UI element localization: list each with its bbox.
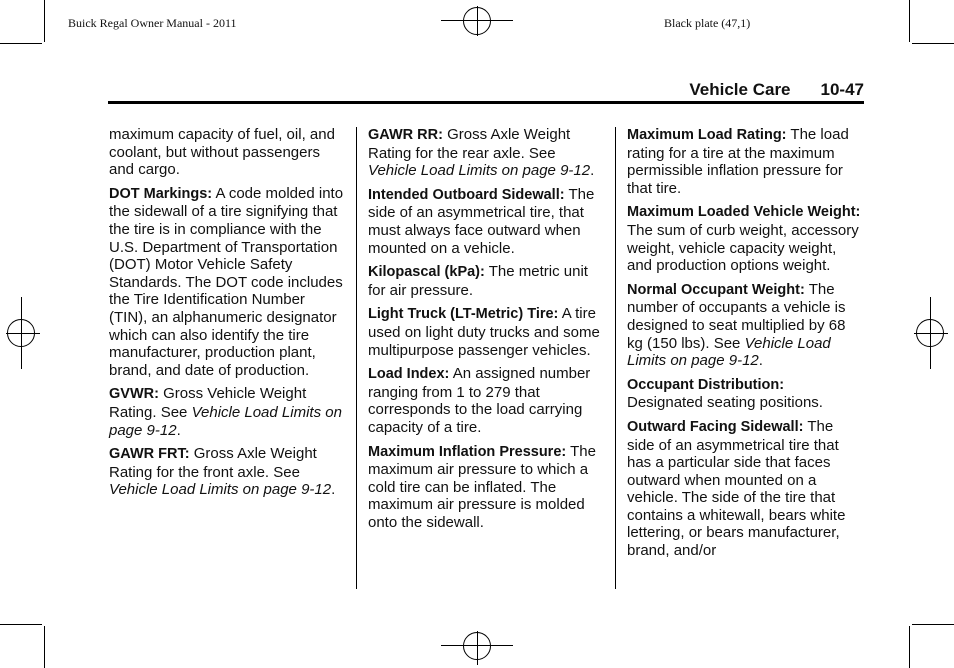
- crop-mark: [44, 0, 45, 42]
- crop-mark: [909, 626, 910, 668]
- crop-mark: [912, 624, 954, 625]
- page-number: 10-47: [820, 80, 864, 99]
- glossary-term: Maximum Inflation Pressure:: [368, 443, 567, 460]
- glossary-entry: [627, 376, 863, 412]
- glossary-term: Kilopascal (kPa):: [368, 264, 485, 281]
- glossary-entry: [627, 203, 863, 274]
- cross-reference: Vehicle Load Limits on page 9-12: [368, 162, 591, 180]
- glossary-definition: Gross Axle Weight Rating for the front axle. See: [109, 445, 317, 481]
- glossary-entry: [368, 126, 604, 180]
- registration-circle-left: [7, 319, 35, 347]
- glossary-definition: A code molded into the sidewall of a tire signifying that the tire is in compliance with the U.S. Department of Transportation (DOT) Motor Vehicle Safety Standards. The DOT code includes the Tire Identification Number (TIN), an alphanumeric designator which can also identify the tire manufacturer, production plant, brand, and date of production.: [109, 184, 344, 379]
- glossary-term: Load Index:: [368, 366, 450, 383]
- column-3: [627, 126, 863, 566]
- glossary-entry: [627, 281, 863, 370]
- glossary-term: Intended Outboard Sidewall:: [368, 186, 565, 203]
- cross-reference: Vehicle Load Limits on page 9-12: [627, 334, 831, 370]
- glossary-definition: The side of an asymmetrical tire, that must always face outward when mounted on a vehicle.: [368, 185, 595, 257]
- glossary-term: Maximum Load Rating:: [627, 127, 787, 143]
- header-rule: [108, 101, 864, 104]
- glossary-term: Maximum Loaded Vehicle Weight:: [627, 204, 861, 221]
- cross-reference: Vehicle Load Limits on page 9-12: [109, 403, 342, 439]
- glossary-definition: The maximum air pressure to which a cold tire can be inflated. The maximum air pressure is molded onto the sidewall.: [368, 442, 596, 531]
- glossary-definition: An assigned number ranging from 1 to 279 that corresponds to the load carrying capacity of a tire.: [368, 365, 591, 436]
- glossary-entry: [109, 445, 345, 499]
- cross-reference: Vehicle Load Limits on page 9-12: [109, 481, 332, 499]
- slug-left: Buick Regal Owner Manual - 2011: [68, 16, 237, 30]
- glossary-term: Occupant Distribution:: [627, 376, 785, 393]
- glossary-definition: Designated seating positions.: [627, 394, 823, 412]
- glossary-term: GAWR FRT:: [109, 446, 190, 463]
- crop-mark: [0, 43, 42, 44]
- column-2: [368, 126, 604, 537]
- glossary-definition: maximum capacity of fuel, oil, and coolant, but without passengers and cargo.: [109, 126, 335, 179]
- glossary-entry: [368, 305, 604, 359]
- glossary-term: GVWR:: [109, 386, 159, 403]
- definition-end: .: [176, 421, 181, 439]
- registration-circle-right: [916, 319, 944, 347]
- crop-mark: [912, 43, 954, 44]
- glossary-definition: The sum of curb weight, accessory weight, vehicle capacity weight, and production options weight.: [627, 221, 859, 275]
- slug-right: Black plate (47,1): [664, 16, 751, 30]
- glossary-term: Outward Facing Sidewall:: [627, 418, 804, 435]
- glossary-definition: A tire used on light duty trucks and some multipurpose passenger vehicles.: [368, 305, 600, 359]
- definition-end: .: [590, 162, 595, 180]
- glossary-entry: [627, 126, 863, 197]
- column-divider: [356, 127, 357, 589]
- column-divider: [615, 127, 616, 589]
- registration-circle-top: [463, 7, 491, 35]
- glossary-entry: [109, 185, 345, 380]
- glossary-term: Normal Occupant Weight:: [627, 281, 805, 298]
- glossary-entry: [109, 385, 345, 439]
- glossary-term: GAWR RR:: [368, 127, 443, 143]
- column-1: [109, 126, 345, 505]
- glossary-entry: [368, 443, 604, 532]
- glossary-definition: The load rating for a tire at the maximum permissible inflation pressure for that tire.: [627, 126, 849, 197]
- glossary-term: Light Truck (LT-Metric) Tire:: [368, 306, 559, 323]
- definition-end: .: [758, 352, 763, 370]
- section-title: Vehicle Care: [689, 80, 791, 99]
- glossary-entry: [368, 365, 604, 436]
- glossary-definition: The side of an asymmetrical tire that has a particular side that faces outward when mounted on a vehicle. The side of the tire that contains a whitewall, bears white lettering, or bears manufacturer, brand, and/or: [627, 417, 846, 560]
- registration-circle-bottom: [463, 632, 491, 660]
- glossary-entry: [627, 418, 863, 560]
- glossary-entry: [368, 263, 604, 299]
- glossary-entry: [368, 186, 604, 257]
- crop-mark: [0, 624, 42, 625]
- glossary-definition: The metric unit for air pressure.: [368, 263, 588, 299]
- glossary-definition: Gross Vehicle Weight Rating. See: [109, 385, 307, 421]
- glossary-entry: [109, 126, 345, 179]
- running-header: [689, 80, 864, 100]
- glossary-definition: The number of occupants a vehicle is designed to seat multiplied by 68 kg (150 lbs). See: [627, 280, 846, 352]
- crop-mark: [44, 626, 45, 668]
- definition-end: .: [331, 481, 336, 499]
- glossary-definition: Gross Axle Weight Rating for the rear axle. See: [368, 126, 571, 162]
- glossary-term: DOT Markings:: [109, 185, 213, 202]
- crop-mark: [909, 0, 910, 42]
